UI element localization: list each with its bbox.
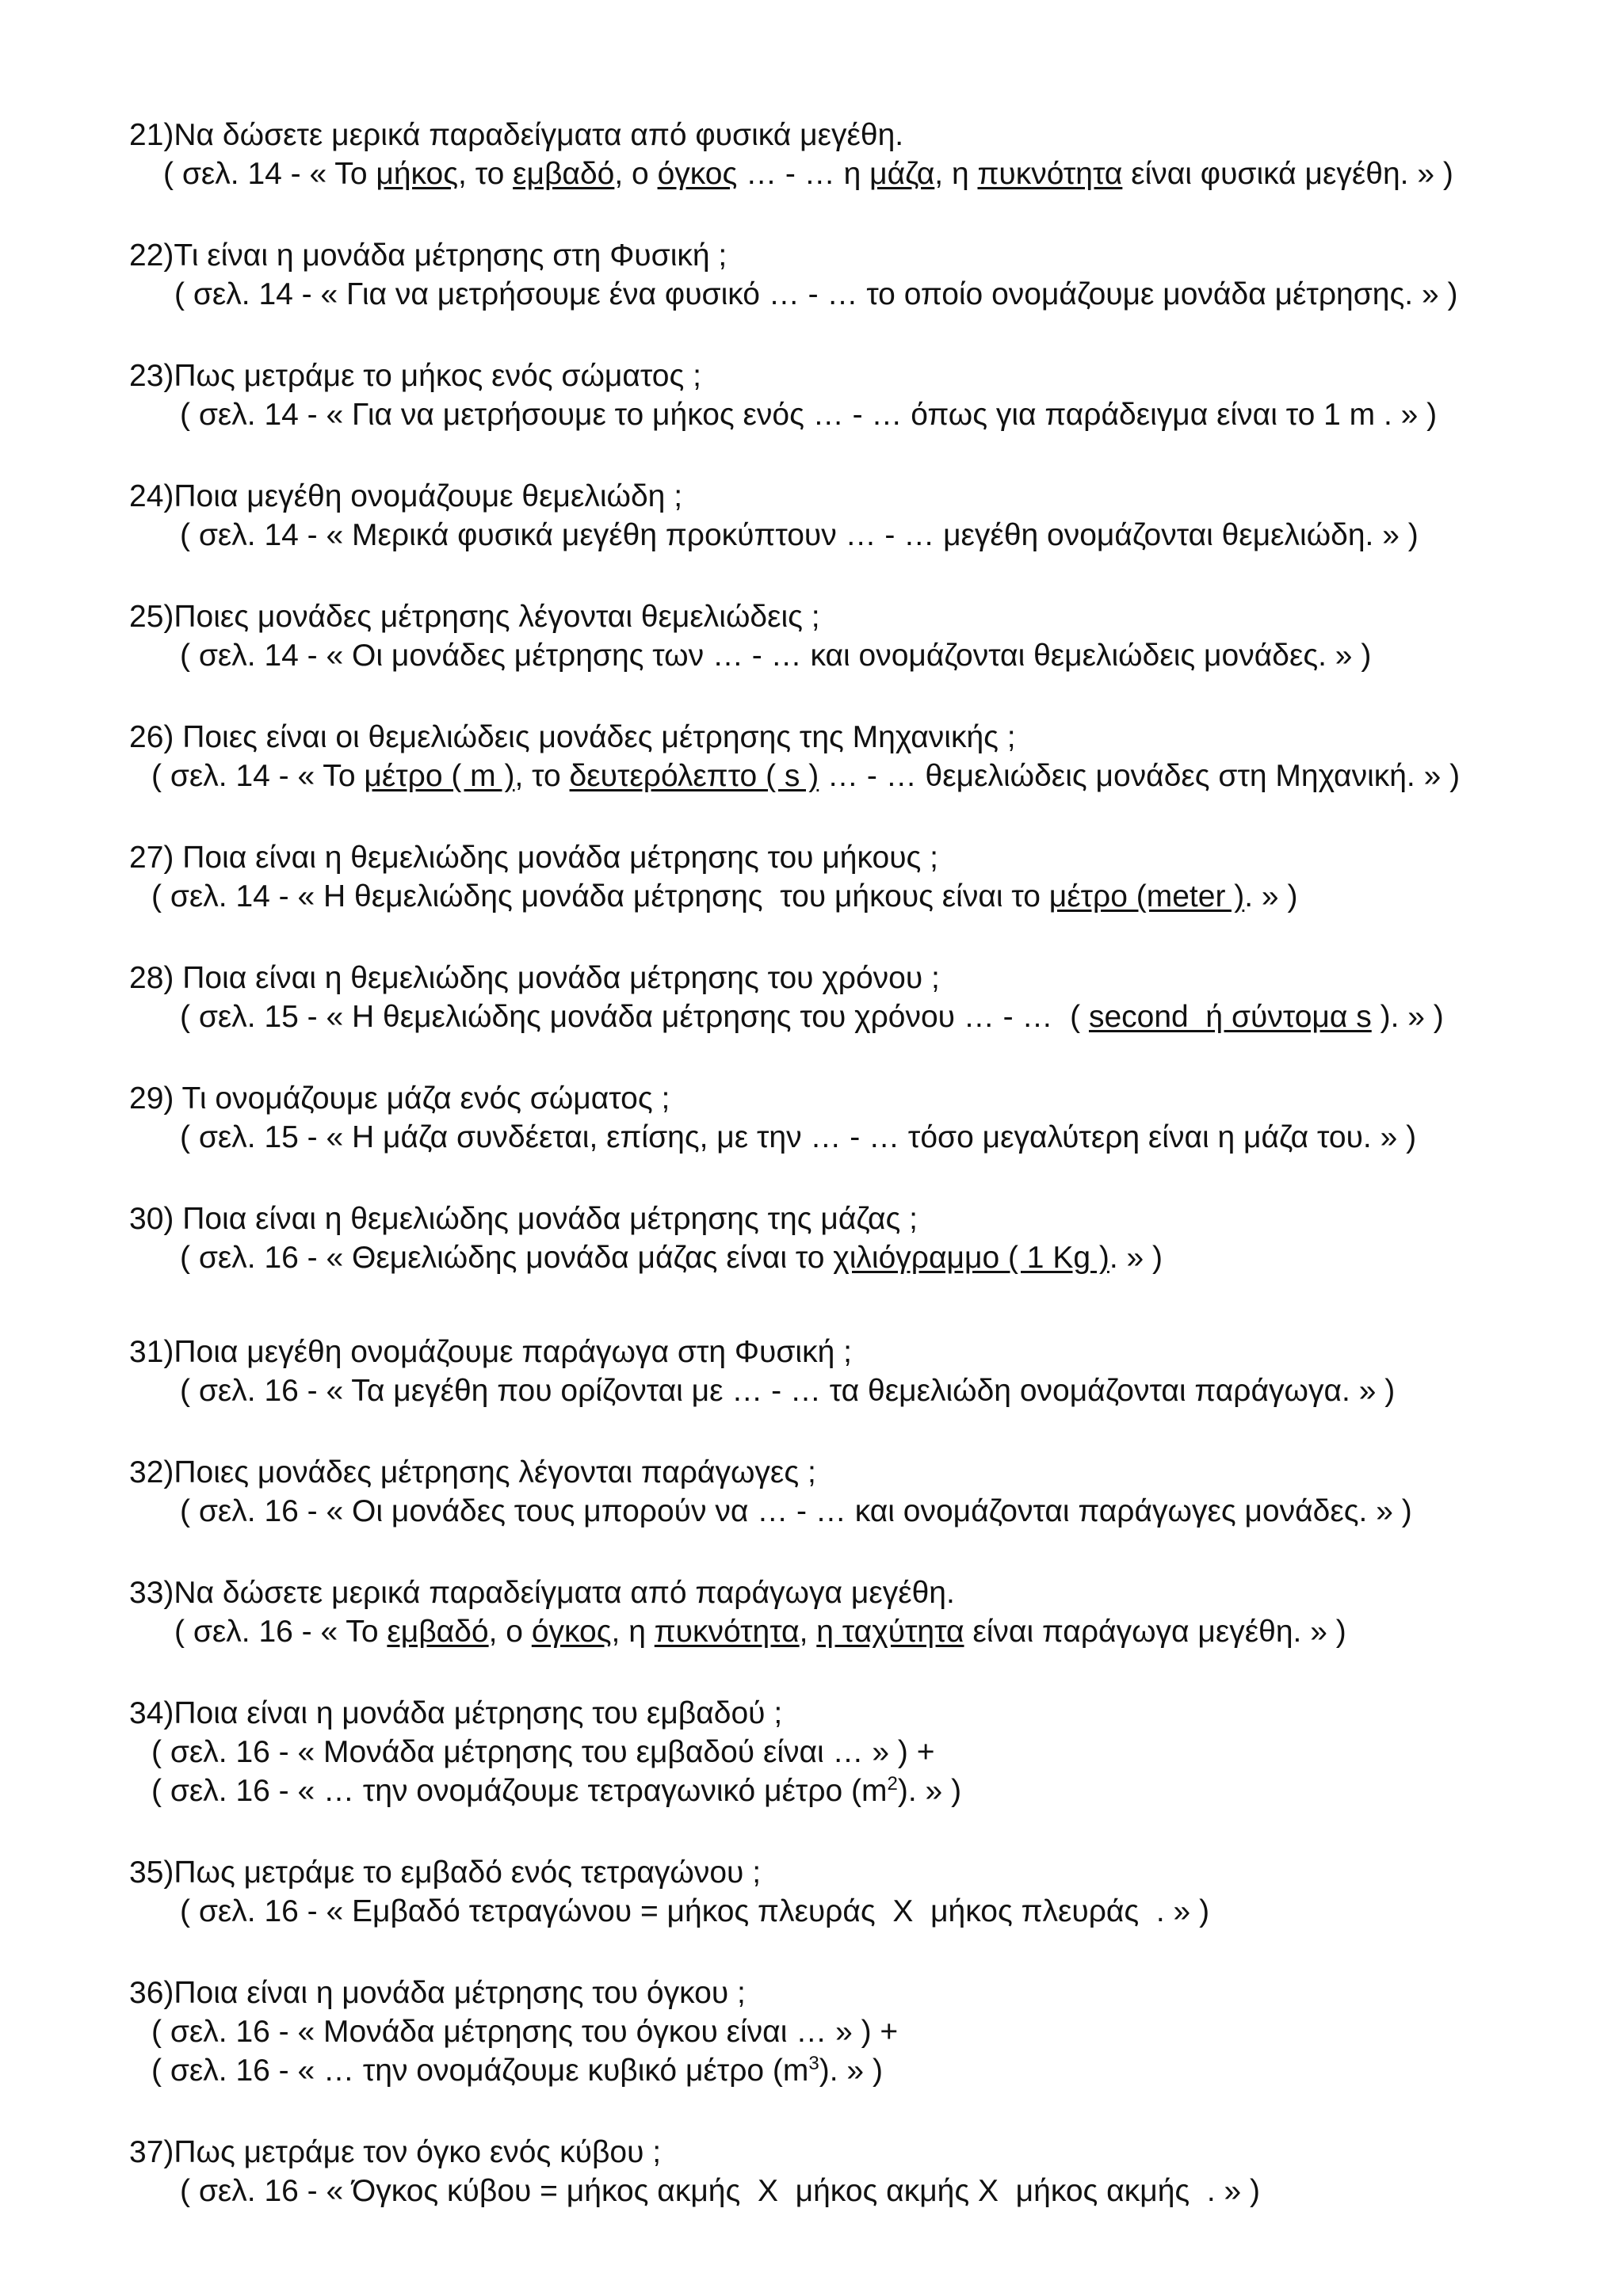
answer-reference xyxy=(129,1772,1571,1810)
answer-segment: είναι φυσικά μεγέθη. » ) xyxy=(1122,157,1453,191)
question-list xyxy=(129,116,1571,2253)
answer-reference xyxy=(129,757,1571,795)
underlined-term: μέτρο ( m ) xyxy=(364,759,515,793)
underlined-term: μάζα xyxy=(869,157,935,191)
question-block xyxy=(129,838,1571,916)
underlined-term: μέτρο (meter ) xyxy=(1048,879,1245,913)
answer-segment: ( σελ. 14 - « Για να μετρήσουμε το μήκος ενός … - … όπως για παράδειγμα είναι το 1 m . » ) xyxy=(180,398,1438,432)
answer-segment: ( σελ. 15 - « Η θεμελιώδης μονάδα μέτρησης του χρόνου … - … ( xyxy=(180,1000,1089,1034)
answer-segment: ( σελ. 16 - « Μονάδα μέτρησης του όγκου είναι … » ) + xyxy=(151,2015,899,2049)
question-block xyxy=(129,2133,1571,2210)
answer-segment: , η xyxy=(611,1615,655,1649)
answer-segment: ). » ) xyxy=(1371,1000,1444,1034)
question-block xyxy=(129,116,1571,193)
question-block xyxy=(129,959,1571,1036)
answer-segment: ( σελ. 14 - « Η θεμελιώδης μονάδα μέτρησης του μήκους είναι το xyxy=(151,879,1049,913)
answer-segment: , το xyxy=(514,759,570,793)
answer-segment: . » ) xyxy=(1109,1241,1163,1275)
underlined-term: πυκνότητα xyxy=(654,1615,800,1649)
question-text: 31)Ποια μεγέθη ονομάζουμε παράγωγα στη Φυσική ; xyxy=(129,1335,852,1369)
answer-segment: , ο xyxy=(614,157,658,191)
question-block xyxy=(129,236,1571,314)
question-text: 29) Τι ονομάζουμε μάζα ενός σώματος ; xyxy=(129,1081,670,1116)
question-text: 25)Ποιες μονάδες μέτρησης λέγονται θεμελιώδεις ; xyxy=(129,600,820,634)
question-block xyxy=(129,1853,1571,1931)
underlined-term: όγκος xyxy=(657,157,738,191)
answer-segment: ( σελ. 16 - « Εμβαδό τετραγώνου = μήκος πλευράς Χ μήκος πλευράς . » ) xyxy=(180,1894,1210,1928)
question-text: 24)Ποια μεγέθη ονομάζουμε θεμελιώδη ; xyxy=(129,479,683,513)
underlined-term: μήκος xyxy=(376,157,459,191)
answer-reference xyxy=(129,1892,1571,1931)
underlined-term: εμβαδό xyxy=(387,1615,489,1649)
answer-reference xyxy=(129,1118,1571,1157)
answer-segment: ( σελ. 16 - « … την ονομάζουμε τετραγωνικό μέτρο (m xyxy=(151,1774,888,1808)
answer-reference xyxy=(129,1371,1571,1410)
question-block xyxy=(129,1453,1571,1531)
question-block xyxy=(129,1333,1571,1410)
question-text: 32)Ποιες μονάδες μέτρησης λέγονται παράγωγες ; xyxy=(129,1455,816,1489)
answer-segment: είναι παράγωγα μεγέθη. » ) xyxy=(964,1615,1346,1649)
answer-reference xyxy=(129,1733,1571,1772)
question-text: 26) Ποιες είναι οι θεμελιώδεις μονάδες μέτρησης της Μηχανικής ; xyxy=(129,720,1016,754)
question-text: 36)Ποια είναι η μονάδα μέτρησης του όγκου ; xyxy=(129,1976,746,2010)
answer-segment: … - … θεμελιώδεις μονάδες στη Μηχανική. » ) xyxy=(819,759,1461,793)
underlined-term: η ταχύτητα xyxy=(816,1615,964,1649)
answer-reference xyxy=(129,877,1571,916)
question-block xyxy=(129,597,1571,675)
question-block xyxy=(129,1694,1571,1810)
question-text: 28) Ποια είναι η θεμελιώδης μονάδα μέτρησης του χρόνου ; xyxy=(129,961,940,995)
underlined-term: δευτερόλεπτο ( s ) xyxy=(569,759,819,793)
answer-segment: ( σελ. 16 - « Θεμελιώδης μονάδα μάζας είναι το xyxy=(180,1241,834,1275)
answer-reference xyxy=(129,516,1571,555)
answer-segment: ( σελ. 16 - « Όγκος κύβου = μήκος ακμής Χ μήκος ακμής Χ μήκος ακμής . » ) xyxy=(180,2174,1261,2208)
answer-segment: . » ) xyxy=(1244,879,1298,913)
answer-reference xyxy=(129,275,1571,314)
question-text: 27) Ποια είναι η θεμελιώδης μονάδα μέτρησης του μήκους ; xyxy=(129,841,939,875)
answer-reference xyxy=(129,2172,1571,2210)
question-text: 35)Πως μετράμε το εμβαδό ενός τετραγώνου ; xyxy=(129,1855,762,1890)
answer-segment: ( σελ. 16 - « Το xyxy=(174,1615,388,1649)
answer-segment: ( σελ. 14 - « Το xyxy=(163,157,376,191)
answer-reference xyxy=(129,1238,1571,1277)
question-block xyxy=(129,1079,1571,1157)
question-block xyxy=(129,1573,1571,1651)
underlined-term: χιλιόγραμμο ( 1 Kg ) xyxy=(833,1241,1109,1275)
answer-reference xyxy=(129,636,1571,675)
underlined-term: πυκνότητα xyxy=(977,157,1123,191)
question-text: 22)Τι είναι η μονάδα μέτρησης στη Φυσική ; xyxy=(129,238,727,273)
question-text: 21)Να δώσετε μερικά παραδείγματα από φυσικά μεγέθη. xyxy=(129,118,904,152)
answer-segment: , xyxy=(799,1615,817,1649)
answer-segment: ( σελ. 14 - « Για να μετρήσουμε ένα φυσικό … - … το οποίο ονομάζουμε μονάδα μέτρησης. » ) xyxy=(174,277,1458,311)
superscript: 3 xyxy=(808,2053,819,2074)
answer-reference xyxy=(129,1612,1571,1651)
underlined-term: όγκος xyxy=(531,1615,612,1649)
underlined-term: second ή σύντομα s xyxy=(1088,1000,1372,1034)
question-text: 34)Ποια είναι η μονάδα μέτρησης του εμβαδού ; xyxy=(129,1696,783,1730)
answer-segment: ( σελ. 16 - « … την ονομάζουμε κυβικό μέτρο (m xyxy=(151,2054,809,2088)
superscript: 2 xyxy=(887,1773,898,1794)
question-block xyxy=(129,718,1571,795)
answer-reference xyxy=(129,997,1571,1036)
answer-reference xyxy=(129,395,1571,434)
question-block xyxy=(129,1199,1571,1277)
answer-reference xyxy=(129,1492,1571,1531)
answer-reference xyxy=(129,2012,1571,2051)
answer-segment: , ο xyxy=(488,1615,532,1649)
answer-segment: ( σελ. 14 - « Το xyxy=(151,759,365,793)
question-text: 23)Πως μετράμε το μήκος ενός σώματος ; xyxy=(129,359,701,393)
question-text: 33)Να δώσετε μερικά παραδείγματα από παράγωγα μεγέθη. xyxy=(129,1576,955,1610)
answer-segment: , το xyxy=(458,157,514,191)
answer-segment: ( σελ. 14 - « Οι μονάδες μέτρησης των … - … και ονομάζονται θεμελιώδεις μονάδες. » ) xyxy=(180,639,1372,673)
answer-segment: … - … η xyxy=(737,157,870,191)
answer-segment: ( σελ. 16 - « Μονάδα μέτρησης του εμβαδού είναι … » ) + xyxy=(151,1735,935,1769)
question-text: 30) Ποια είναι η θεμελιώδης μονάδα μέτρησης της μάζας ; xyxy=(129,1202,918,1236)
answer-segment: ( σελ. 15 - « Η μάζα συνδέεται, επίσης, με την … - … τόσο μεγαλύτερη είναι η μάζα του. » ) xyxy=(180,1120,1417,1154)
underlined-term: εμβαδό xyxy=(513,157,615,191)
answer-segment: , η xyxy=(934,157,978,191)
answer-segment: ). » ) xyxy=(897,1774,962,1808)
answer-segment: ( σελ. 16 - « Οι μονάδες τους μπορούν να … - … και ονομάζονται παράγωγες μονάδες. » ) xyxy=(180,1494,1412,1528)
answer-segment: ). » ) xyxy=(819,2054,883,2088)
question-block xyxy=(129,357,1571,434)
question-block xyxy=(129,477,1571,555)
question-text: 37)Πως μετράμε τον όγκο ενός κύβου ; xyxy=(129,2135,662,2169)
question-block xyxy=(129,1974,1571,2090)
answer-reference xyxy=(129,2051,1571,2090)
answer-segment: ( σελ. 14 - « Μερικά φυσικά μεγέθη προκύπτουν … - … μεγέθη ονομάζονται θεμελιώδη. » ) xyxy=(180,518,1419,552)
answer-segment: ( σελ. 16 - « Τα μεγέθη που ορίζονται με … - … τα θεμελιώδη ονομάζονται παράγωγα. » ) xyxy=(180,1374,1396,1408)
answer-reference xyxy=(129,154,1571,193)
